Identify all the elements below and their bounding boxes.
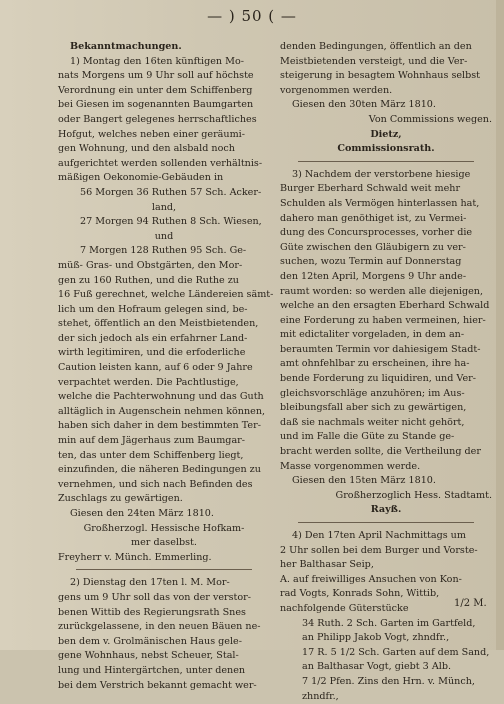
- text-line: dahero man genöthiget ist, zu Vermei-: [280, 212, 467, 224]
- text-line: 16 Fuß gerechnet, welche Ländereien sämt-: [58, 289, 274, 301]
- section-heading: Bekanntmachungen.: [70, 41, 182, 52]
- text-line: bleibungsfall aber sich zu gewärtigen,: [280, 402, 467, 414]
- notice-2-date: Giesen den 30ten März 1810.: [292, 99, 436, 111]
- text-line: zhndfr.,: [302, 690, 339, 702]
- notice-1-names: Freyherr v. Münch. Emmerling.: [58, 551, 212, 563]
- notice-3-signature-2: Rayß.: [370, 504, 402, 516]
- notice-3: [280, 168, 492, 474]
- text-line: A. auf freiwilliges Ansuchen von Kon-: [280, 573, 462, 585]
- text-line: zurückgelassene, in den neuen Bäuen ne-: [58, 621, 261, 633]
- text-line: wirth legitimiren, und die erfoderliche: [58, 347, 246, 359]
- text-line: gen zu 160 Ruthen, und die Ruthe zu: [58, 274, 239, 286]
- text-line: welche an den ersagten Eberhard Schwald: [280, 300, 490, 312]
- text-line: lung und Hintergärtchen, unter denen: [58, 664, 246, 676]
- text-line: der sich jedoch als ein erfahrner Land-: [58, 332, 248, 344]
- notice-2-signature-1: Von Commissions wegen.: [368, 113, 492, 125]
- notice-1-signature-line-1: Großherzogl. Hessische Hofkam-: [83, 522, 245, 534]
- text-line: 34 Ruth. 2 Sch. Garten im Gartfeld,: [302, 617, 476, 629]
- text-line: den 12ten April, Morgens 9 Uhr ande-: [280, 270, 467, 282]
- text-line: aufgerichtet werden sollenden verhältnis-: [58, 157, 263, 169]
- text-line: her Balthasar Seip,: [280, 559, 374, 571]
- notice-2-signature-3: Commissionsrath.: [337, 143, 435, 155]
- text-line: rad Vogts, Konrads Sohn, Wittib,: [280, 588, 440, 600]
- page-number: — ) 50 ( —: [207, 7, 297, 25]
- text-line: raumt worden: so werden alle diejenigen,: [280, 285, 484, 297]
- text-line: Burger Eberhard Schwald weit mehr: [280, 183, 461, 195]
- text-line: ten, das unter dem Schiffenberg liegt,: [58, 449, 244, 461]
- text-line: 56 Morgen 36 Ruthen 57 Sch. Acker-: [80, 186, 262, 198]
- text-line: gen Wohnung, und den alsbald noch: [58, 143, 235, 155]
- text-line: lich um den Hofraum gelegen sind, be-: [58, 303, 248, 315]
- text-line: bei dem Verstrich bekannt gemacht wer-: [58, 679, 257, 691]
- text-line: 7 1/2 Pfen. Zins den Hrn. v. Münch,: [302, 675, 475, 687]
- page-edge: [496, 0, 504, 650]
- notice-3-date: Giesen den 15ten März 1810.: [292, 475, 436, 487]
- text-line: stehet, öffentlich an den Meistbietenden,: [58, 318, 259, 330]
- text-line: gens um 9 Uhr soll das von der verstor-: [58, 591, 252, 603]
- text-line: welche die Pachterwohnung und das Guth: [58, 391, 264, 403]
- text-line: dung des Concursprocesses, vorher die: [280, 227, 473, 239]
- left-column: [58, 40, 274, 693]
- text-line: bracht werden sollte, die Vertheilung der: [280, 446, 481, 458]
- text-line: Verordnung ein unter dem Schiffenberg: [58, 84, 253, 96]
- text-line: alltäglich in Augenschein nehmen können,: [58, 405, 266, 417]
- text-line: 4) Den 17ten April Nachmittags um: [292, 530, 466, 541]
- text-line: Meistbietenden versteigt, und die Ver-: [280, 55, 468, 67]
- text-line: Masse vorgenommen werde.: [280, 460, 421, 472]
- text-line: 27 Morgen 94 Ruthen 8 Sch. Wiesen,: [80, 216, 262, 228]
- text-line: Hofgut, welches neben einer geräumi-: [58, 128, 245, 140]
- text-line: müß- Gras- und Obstgärten, den Mor-: [58, 259, 243, 271]
- text-line: gene Wohnhaus, nebst Scheuer, Stal-: [58, 650, 239, 662]
- text-line: ben dem v. Grolmänischen Haus gele-: [58, 635, 242, 647]
- divider: [298, 522, 474, 523]
- text-line: amt ohnfehlbar zu erscheinen, ihre ha-: [280, 358, 470, 370]
- text-line: daß sie nachmals weiter nicht gehört,: [280, 416, 465, 428]
- text-line: Schulden als Vermögen hinterlassen hat,: [280, 197, 480, 209]
- text-line: 3) Nachdem der verstorbene hiesige: [292, 168, 471, 180]
- text-line: einzufinden, die näheren Bedingungen zu: [58, 464, 261, 476]
- text-line: 1) Montag den 16ten künftigen Mo-: [70, 55, 244, 67]
- text-line: haben sich daher in dem bestimmten Ter-: [58, 420, 261, 432]
- text-line: 2 Uhr sollen bei dem Burger und Vorste-: [280, 544, 478, 556]
- text-line: steigerung in besagtem Wohnhaus selbst: [280, 70, 481, 82]
- text-line: 7 Morgen 128 Ruthen 95 Sch. Ge-: [80, 245, 247, 257]
- text-line: min auf dem Jägerhaus zum Baumgar-: [58, 435, 245, 447]
- notice-2: [58, 576, 270, 693]
- text-line: mit edictaliter vorgeladen, in dem an-: [280, 329, 465, 341]
- notice-3-signature-1: Großherzoglich Hess. Stadtamt.: [335, 489, 492, 501]
- text-line: suchen, wozu Termin auf Donnerstag: [280, 256, 462, 268]
- text-line: an Philipp Jakob Vogt, zhndfr.,: [302, 632, 450, 644]
- notice-2-continued: [280, 40, 492, 98]
- divider: [298, 161, 474, 162]
- notice-2-signature-2: Dietz,: [370, 128, 402, 140]
- text-line: bende Forderung zu liquidiren, und Ver-: [280, 373, 476, 385]
- divider: [76, 569, 252, 570]
- notice-1: [58, 55, 274, 507]
- text-line: mäßigen Oekonomie-Gebäuden in: [58, 172, 224, 184]
- text-line: Zuschlags zu gewärtigen.: [58, 493, 183, 505]
- text-line: vorgenommen werden.: [280, 84, 393, 96]
- text-line: land,: [151, 201, 177, 213]
- notice-1-date: Giesen den 24ten März 1810.: [70, 508, 214, 519]
- text-line: beraumten Termin vor dahiesigem Stadt-: [280, 343, 481, 355]
- text-line: benen Wittib des Regierungsrath Snes: [58, 606, 246, 618]
- text-line: eine Forderung zu haben vermeinen, hier-: [280, 314, 486, 326]
- text-line: und im Falle die Güte zu Stande ge-: [280, 431, 455, 443]
- text-line: an Balthasar Vogt, giebt 3 Alb.: [302, 661, 452, 673]
- text-line: nachfolgende Güterstücke: [280, 602, 409, 614]
- text-line: 17 R. 5 1/2 Sch. Garten auf dem Sand,: [302, 646, 490, 658]
- text-line: 2) Dienstag den 17ten l. M. Mor-: [70, 577, 230, 589]
- text-line: denden Bedingungen, öffentlich an den: [280, 41, 472, 52]
- text-line: nats Morgens um 9 Uhr soll auf höchste: [58, 70, 254, 82]
- text-line: Güte zwischen den Gläubigern zu ver-: [280, 241, 466, 253]
- text-line: oder Bangert gelegenes herrschaftliches: [58, 113, 257, 125]
- notice-4: [280, 529, 492, 704]
- text-line: gleichsvorschläge anzuhören; im Aus-: [280, 387, 465, 399]
- text-line: bei Giesen im sogenannten Baumgarten: [58, 99, 254, 111]
- notice-1-signature-line-2: mer daselbst.: [131, 537, 197, 549]
- text-line: verpachtet werden. Die Pachtlustige,: [58, 376, 239, 388]
- text-line: und: [154, 230, 174, 242]
- text-line: vernehmen, und sich nach Befinden des: [58, 478, 253, 490]
- text-line: Caution leisten kann, auf 6 oder 9 Jahre: [58, 362, 253, 374]
- catchword: 1/2 M.: [454, 598, 487, 609]
